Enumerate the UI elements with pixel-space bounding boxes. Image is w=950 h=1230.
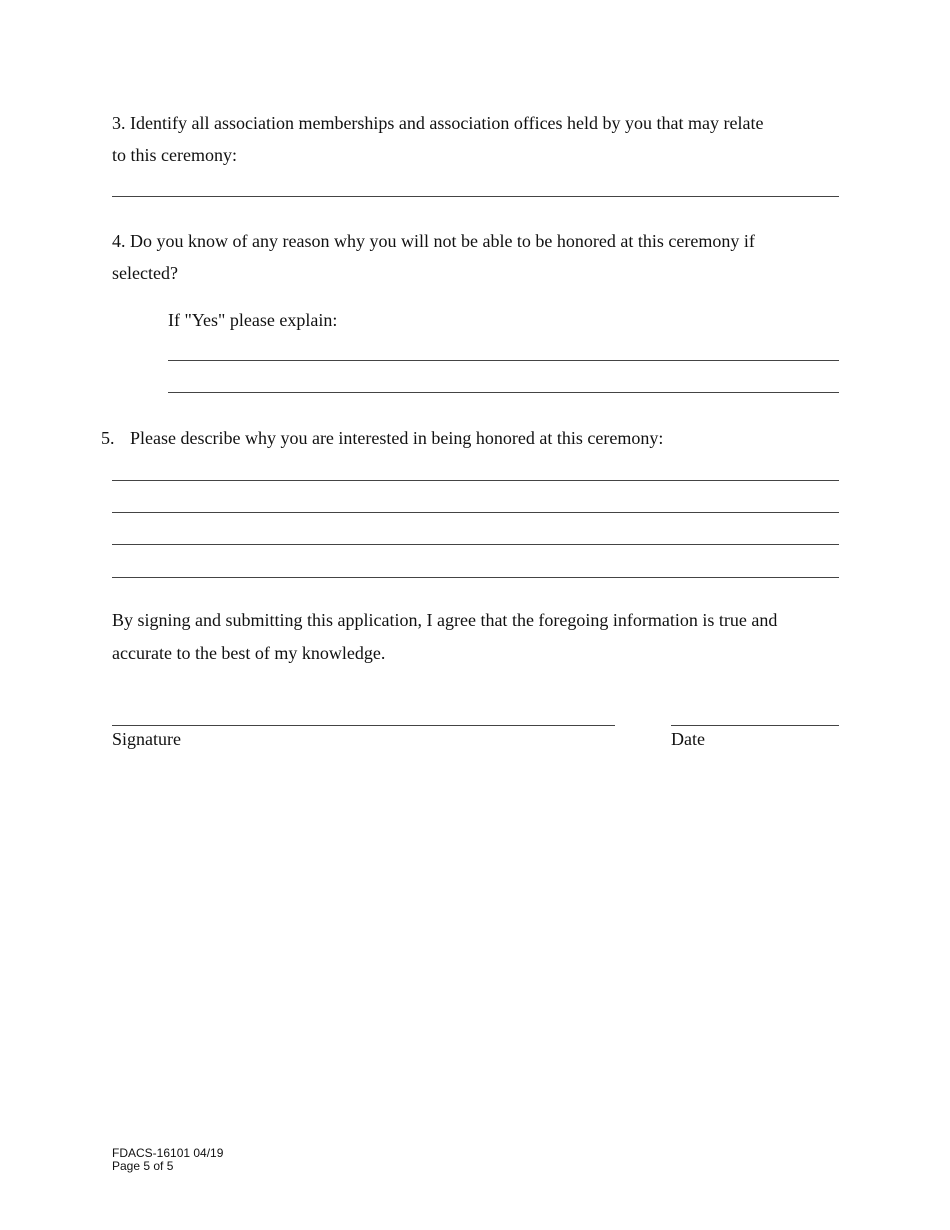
question-5-answer-line[interactable] bbox=[112, 480, 839, 481]
attestation-line-1: By signing and submitting this application, I agree that the foregoing information is true and bbox=[112, 610, 778, 630]
question-5-answer-line[interactable] bbox=[112, 577, 839, 578]
question-4-answer-line[interactable] bbox=[168, 392, 839, 393]
attestation-line-2: accurate to the best of my knowledge. bbox=[112, 643, 386, 663]
signature-line[interactable] bbox=[112, 725, 615, 726]
question-4-text-line-2: selected? bbox=[112, 263, 178, 283]
question-5-text: Please describe why you are interested in being honored at this ceremony: bbox=[130, 428, 664, 448]
date-label: Date bbox=[671, 729, 705, 749]
question-3-text-line-2: to this ceremony: bbox=[112, 145, 237, 165]
question-5-number: 5. bbox=[101, 428, 115, 448]
question-3-answer-line[interactable] bbox=[112, 196, 839, 197]
question-4-text-line-1: 4. Do you know of any reason why you will not be able to be honored at this ceremony if bbox=[112, 231, 755, 251]
footer-page-number: Page 5 of 5 bbox=[112, 1159, 174, 1173]
signature-label: Signature bbox=[112, 729, 181, 749]
question-3-text-line-1: 3. Identify all association memberships and association offices held by you that may relate bbox=[112, 113, 764, 133]
question-4-explain-prompt: If "Yes" please explain: bbox=[168, 310, 338, 330]
question-4-answer-line[interactable] bbox=[168, 360, 839, 361]
footer-form-id: FDACS-16101 04/19 bbox=[112, 1146, 224, 1160]
question-5-answer-line[interactable] bbox=[112, 544, 839, 545]
question-5-answer-line[interactable] bbox=[112, 512, 839, 513]
